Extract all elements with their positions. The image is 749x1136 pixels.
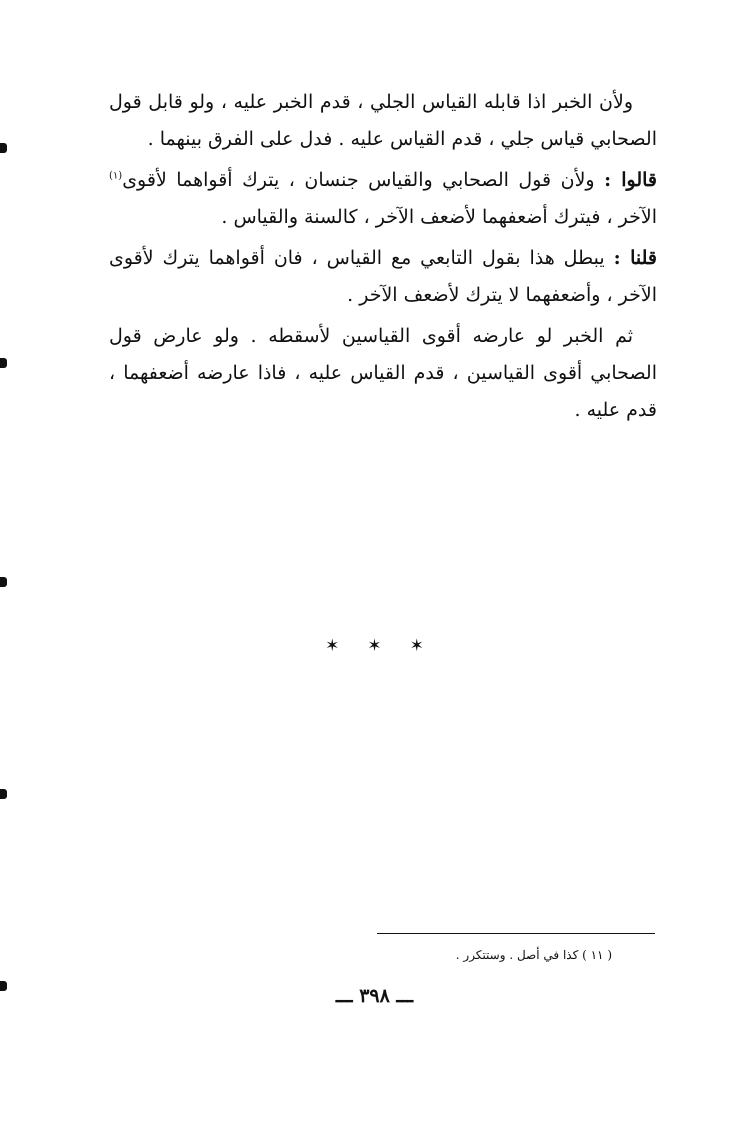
scan-edge-mark bbox=[0, 358, 7, 368]
paragraph-3-lead: قلنا : bbox=[613, 247, 657, 269]
main-text bbox=[109, 84, 657, 433]
paragraph-3 bbox=[109, 240, 657, 314]
star-icon: ✶ bbox=[325, 636, 340, 656]
scan-edge-mark bbox=[0, 789, 7, 799]
page-number: ـــ ٣٩٨ ـــ bbox=[335, 985, 414, 1007]
star-icon: ✶ bbox=[367, 636, 382, 656]
paragraph-1: ولأن الخبر اذا قابله القياس الجلي ، قدم الخبر عليه ، ولو قابل قول الصحابي قياس جلي ، قدم القياس عليه . فدل على الفرق بينهما . bbox=[109, 91, 657, 150]
paragraph-2-text-b: الآخر ، فيترك أضعفهما لأضعف الآخر ، كالسنة والقياس . bbox=[221, 206, 657, 228]
paragraph-2 bbox=[109, 162, 657, 236]
scan-edge-mark bbox=[0, 577, 7, 587]
paragraph-2-text-a: ولأن قول الصحابي والقياس جنسان ، يترك أقواهما لأقوى bbox=[122, 169, 605, 191]
footnote-reference: (١) bbox=[109, 170, 123, 182]
scan-edge-mark bbox=[0, 981, 7, 991]
paragraph-2-lead: قالوا : bbox=[604, 169, 658, 191]
footnote-divider bbox=[377, 933, 655, 934]
paragraph-3-text: يبطل هذا بقول التابعي مع القياس ، فان أقواهما يترك لأقوى الآخر ، وأضعفهما لا يترك لأضعف الآخر . bbox=[109, 247, 657, 306]
footnote: ( ١١ ) كذا في أصل . وستتكرر . bbox=[455, 948, 612, 962]
star-icon: ✶ bbox=[409, 636, 424, 656]
paragraph-4: ثم الخبر لو عارضه أقوى القياسين لأسقطه . ولو عارض قول الصحابي أقوى القياسين ، قدم القياس عليه ، فاذا عارضه أضعفهما ، قدم عليه . bbox=[109, 325, 657, 421]
scan-edge-mark bbox=[0, 143, 7, 153]
section-separator bbox=[0, 636, 749, 656]
